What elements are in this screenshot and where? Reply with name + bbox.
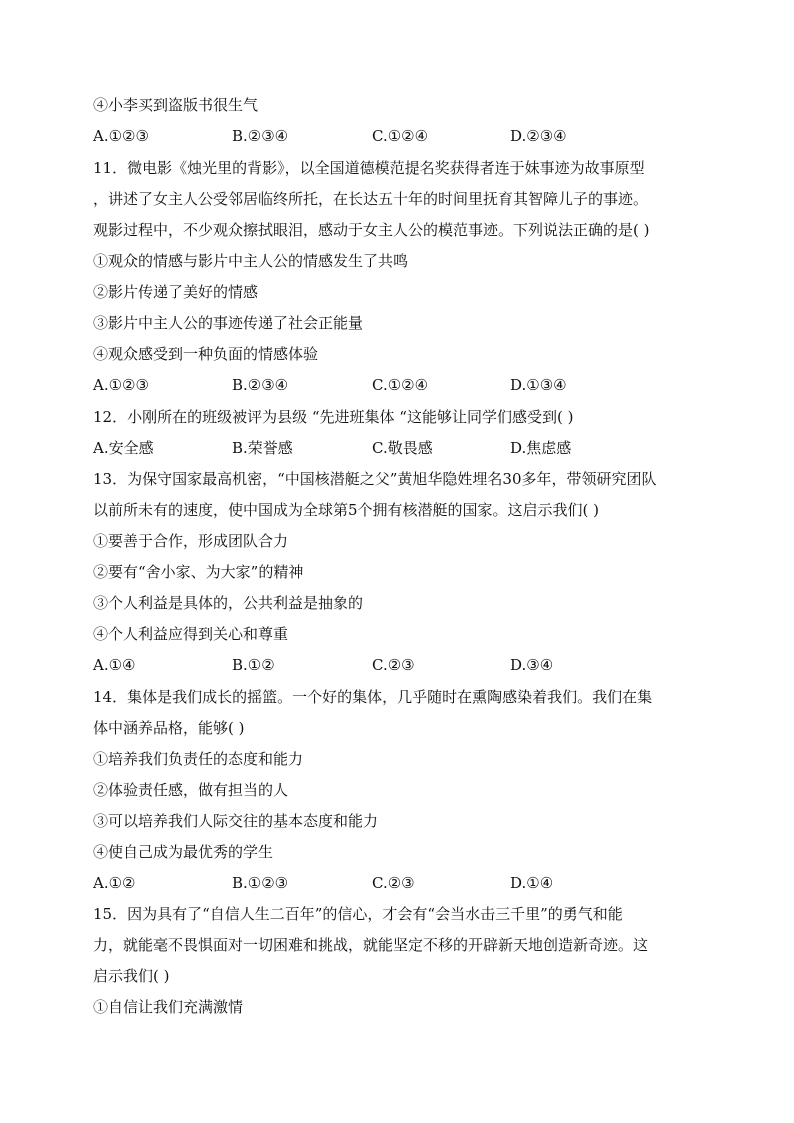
q14-stem-line-2: 体中涵养品格，能够( ) — [93, 719, 245, 737]
q13-option-b: B.①② — [232, 656, 275, 674]
q11-options — [93, 375, 703, 395]
q14-statement-3: ③可以培养我们人际交往的基本态度和能力 — [93, 812, 379, 830]
q13-option-a: A.①④ — [93, 656, 136, 674]
q10-option-a: A.①②③ — [93, 127, 149, 145]
q12-stem: 12．小刚所在的班级被评为县级 “先进班集体 “这能够让同学们感受到( ) — [93, 408, 574, 426]
q11-option-d: D.①③④ — [510, 376, 567, 394]
q11-stem-line-3: 观影过程中，不少观众擦拭眼泪，感动于女主人公的模范事迹。下列说法正确的是( ) — [93, 221, 650, 239]
q13-statement-2: ②要有“舍小家、为大家”的精神 — [93, 563, 304, 581]
q11-option-c: C.①②④ — [372, 376, 429, 394]
q11-statement-1: ①观众的情感与影片中主人公的情感发生了共鸣 — [93, 252, 409, 270]
q12-option-a: A.安全感 — [93, 439, 154, 457]
q14-option-b: B.①②③ — [232, 874, 289, 892]
q11-statement-2: ②影片传递了美好的情感 — [93, 283, 259, 301]
q11-statement-3: ③影片中主人公的事迹传递了社会正能量 — [93, 314, 364, 332]
q13-stem-line-2: 以前所未有的速度，使中国成为全球第5个拥有核潜艇的国家。这启示我们( ) — [93, 501, 600, 519]
q11-option-a: A.①②③ — [93, 376, 149, 394]
q13-stem-line-1: 13．为保守国家最高机密，“中国核潜艇之父”黄旭华隐姓埋名30多年，带领研究团队 — [93, 470, 657, 488]
q13-option-d: D.③④ — [510, 656, 554, 674]
q13-statement-3: ③个人利益是具体的，公共利益是抽象的 — [93, 594, 364, 612]
q10-options — [93, 126, 703, 146]
q14-statement-4: ④使自己成为最优秀的学生 — [93, 843, 274, 861]
q13-statement-1: ①要善于合作，形成团队合力 — [93, 532, 289, 550]
q11-option-b: B.②③④ — [232, 376, 289, 394]
q15-statement-1: ①自信让我们充满激情 — [93, 998, 244, 1016]
q14-options — [93, 873, 703, 893]
q14-option-c: C.②③ — [372, 874, 415, 892]
q13-option-c: C.②③ — [372, 656, 415, 674]
q10-statement-4: ④小李买到盗版书很生气 — [93, 96, 259, 114]
q14-option-d: D.①④ — [510, 874, 554, 892]
q11-stem-line-1: 11．微电影《烛光里的背影》，以全国道德模范提名奖获得者连于妹事迹为故事原型 — [93, 159, 645, 177]
q12-option-c: C.敬畏感 — [372, 439, 433, 457]
q12-option-b: B.荣誉感 — [232, 439, 293, 457]
q14-statement-1: ①培养我们负责任的态度和能力 — [93, 750, 304, 768]
q14-stem-line-1: 14．集体是我们成长的摇篮。一个好的集体，几乎随时在熏陶感染着我们。我们在集 — [93, 688, 653, 706]
q14-statement-2: ②体验责任感，做有担当的人 — [93, 781, 289, 799]
q11-stem-line-2: ，讲述了女主人公受邻居临终所托，在长达五十年的时间里抚育其智障儿子的事迹。 — [93, 190, 649, 208]
q15-stem-line-1: 15．因为具有了“自信人生二百年”的信心，才会有“会当水击三千里”的勇气和能 — [93, 905, 623, 923]
q15-stem-line-2: 力，就能毫不畏惧面对一切困难和挑战，就能坚定不移的开辟新天地创造新奇迹。这 — [93, 936, 649, 954]
q13-options — [93, 655, 703, 675]
q11-statement-4: ④观众感受到一种负面的情感体验 — [93, 345, 319, 363]
q10-option-d: D.②③④ — [510, 127, 567, 145]
q10-option-c: C.①②④ — [372, 127, 429, 145]
q10-option-b: B.②③④ — [232, 127, 289, 145]
q14-option-a: A.①② — [93, 874, 136, 892]
q13-statement-4: ④个人利益应得到关心和尊重 — [93, 625, 289, 643]
q12-options — [93, 438, 703, 458]
q12-option-d: D.焦虑感 — [510, 439, 572, 457]
q15-stem-line-3: 启示我们( ) — [93, 967, 170, 985]
